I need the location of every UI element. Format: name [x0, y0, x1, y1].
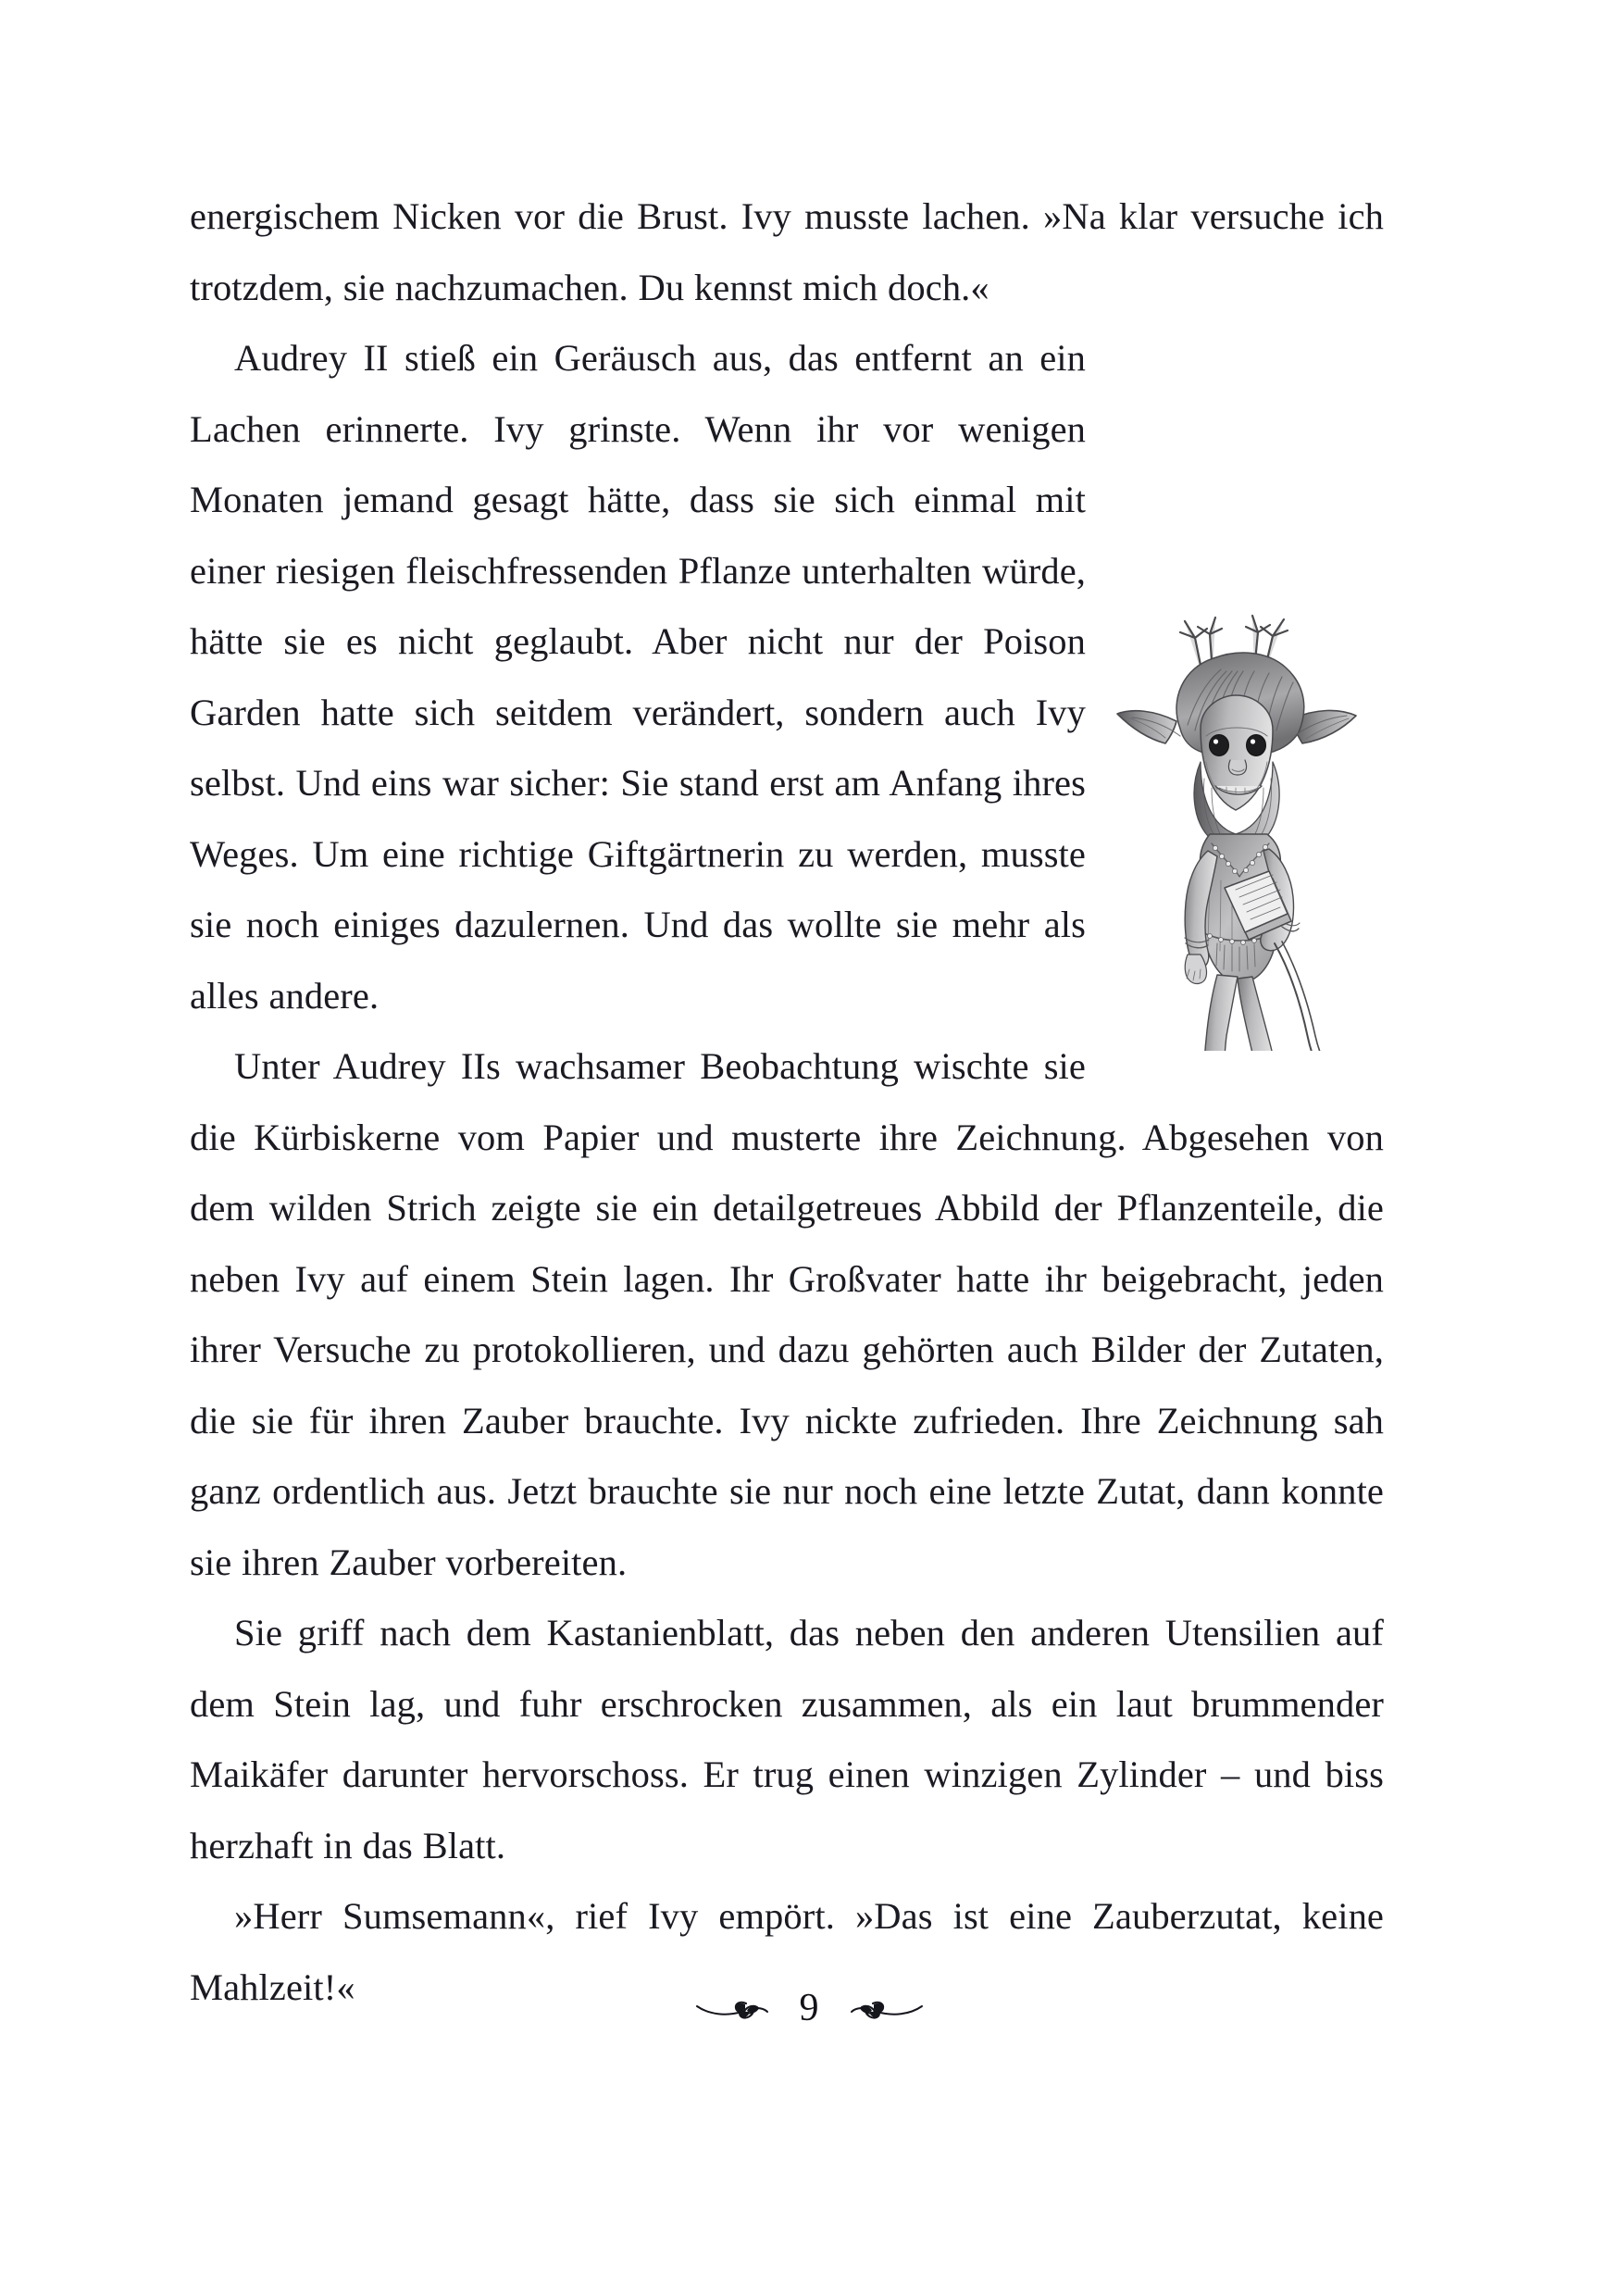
page-footer [0, 1989, 1618, 2028]
page-text-block [190, 181, 1384, 2023]
leaf-flourish-left-icon [694, 1992, 783, 2024]
page-number: 9 [799, 1987, 819, 2029]
paragraph-5: »Herr Sumsemann«, rief Ivy empört. »Das ist eine Zauberzutat, keine Mahlzeit!« [190, 1895, 1384, 2008]
paragraph-4: Sie griff nach dem Kastanienblatt, das neben den anderen Utensilien auf dem Stein lag, und fuhr erschrocken zusammen, als ein laut brummender Maikäfer darunter hervorschoss. Er trug einen winzigen Zylinder – und biss herzhaft in das Blatt. [190, 1612, 1384, 1866]
paragraph-2-text: Audrey II stieß ein Geräusch aus, das entfernt an ein Lachen erinnerte. Ivy grinste. Wenn ihr vor wenigen Monaten jemand gesagt hätte, dass sie sich einmal mit einer riesigen fleischfressenden Pflanze unterhalten würde, hätte sie es nicht geglaubt. Aber nicht nur der Poison Garden hatte sich seitdem verändert, sondern auch Ivy selbst. Und eins war sicher: Sie stand erst am Anfang ihres Weges. Um eine richtige Giftgärtnerin zu werden, musste sie noch einiges dazulernen. Und das wollte sie mehr als alles andere. [190, 337, 1086, 1017]
leaf-flourish-right-icon [836, 1992, 925, 2024]
paragraph-3: Unter Audrey IIs wachsamer Beobachtung wischte sie die Kürbiskerne vom Papier und musterte ihre Zeichnung. Abgesehen von dem wilden Strich zeigte sie ein detailgetreues Abbild der Pflanzenteile, die neben Ivy auf einem Stein lagen. Ihr Großvater hatte ihr beigebracht, jeden ihrer Versuche zu protokollieren, und dazu gehörten auch Bilder der Zutaten, die sie für ihren Zauber brauchte. Ivy nickte zufrieden. Ihre Zeichnung sah ganz ordentlich aus. Jetzt brauchte sie nur noch eine letzte Zutat, dann konnte sie ihren Zauber vorbereiten. [190, 1045, 1384, 1583]
paragraph-1: energischem Nicken vor die Brust. Ivy musste lachen. »Na klar versuche ich trotzdem, sie nachzumachen. Du kennst mich doch.« [190, 195, 1384, 308]
paragraph-2 [190, 323, 1384, 1031]
illustration-wrap-area [1106, 610, 1384, 1045]
